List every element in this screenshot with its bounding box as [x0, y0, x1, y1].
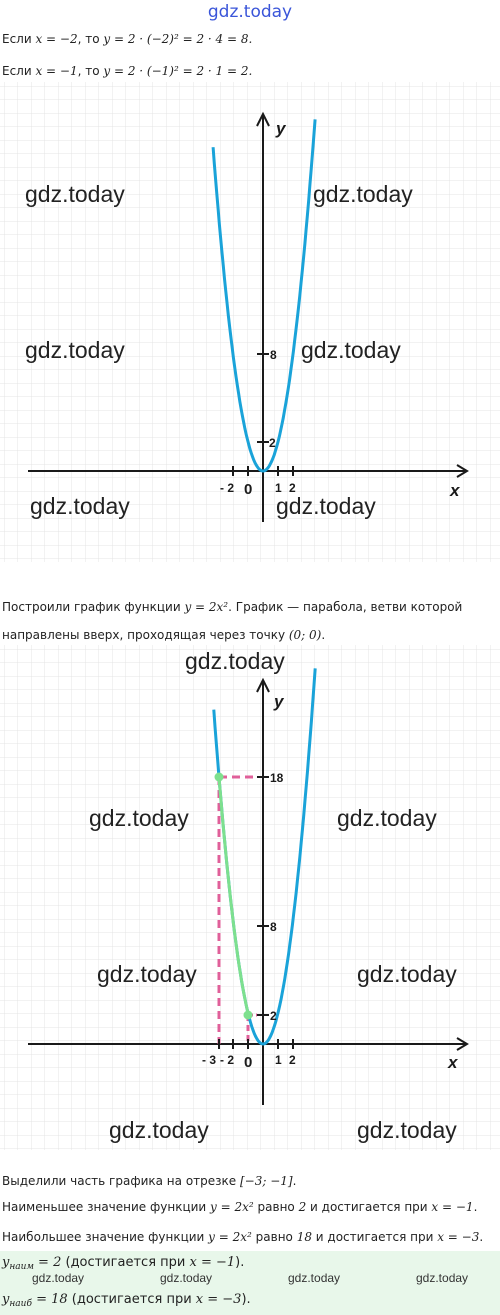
intro-line-2 — [2, 64, 252, 78]
x-axis-label: x — [450, 481, 460, 500]
answer-text: ). — [241, 1292, 251, 1307]
math-x: x = −3 — [195, 1292, 242, 1307]
watermark: gdz.today — [25, 181, 125, 207]
result-text: . — [473, 1200, 478, 1214]
math-point: (0; 0) — [288, 628, 322, 642]
watermark: gdz.today — [30, 493, 130, 519]
result-text: Наибольшее значение функции — [2, 1230, 209, 1244]
answer-text: (достигается при — [67, 1292, 196, 1307]
tick-label-x: - 2 — [220, 481, 235, 495]
math-y: y — [2, 1255, 10, 1270]
watermark: gdz.today — [357, 1117, 457, 1143]
description-text: направлены вверх, проходящая через точку — [2, 628, 289, 642]
site-title[interactable]: gdz.today — [207, 2, 293, 22]
math-x: x = −2 — [35, 32, 78, 46]
result-text: Выделили часть графика на отрезке — [2, 1174, 240, 1188]
watermark: gdz.today — [185, 648, 285, 674]
math-interval: [−3; −1] — [239, 1174, 293, 1188]
watermark: gdz.today — [288, 1271, 341, 1285]
answer-text: ). — [235, 1255, 245, 1270]
description-line-2 — [2, 628, 325, 642]
description-text: Построили график функции — [2, 600, 185, 614]
watermark: gdz.today — [89, 805, 189, 831]
result-line-1 — [2, 1174, 296, 1188]
tick-label-y: 18 — [270, 771, 284, 785]
answer-text: (достигается при — [61, 1255, 190, 1270]
watermark: gdz.today — [357, 961, 457, 987]
result-text: равно — [251, 1230, 297, 1244]
result-line-3 — [2, 1230, 483, 1244]
intro-text: Если — [2, 64, 36, 78]
y-axis-label: y — [276, 119, 286, 138]
point-min — [244, 1011, 253, 1020]
answer-line-2 — [2, 1292, 251, 1309]
math-x: x = −1 — [431, 1200, 474, 1214]
tick-label-y: 8 — [270, 920, 277, 934]
result-line-2 — [2, 1200, 477, 1214]
watermark: gdz.today — [276, 493, 376, 519]
math-value: = 18 — [31, 1292, 68, 1307]
result-text: . — [292, 1174, 297, 1188]
watermark: gdz.today — [416, 1271, 469, 1285]
answer-line-1 — [2, 1255, 244, 1272]
description-text: . — [321, 628, 326, 642]
parabola-graph-2 — [0, 645, 500, 1150]
description-line-1 — [2, 600, 462, 614]
math-y: y = 2 · (−1)² = 2 · 1 = 2. — [103, 64, 253, 78]
intro-text: , то — [77, 64, 104, 78]
math-subscript: наиб — [9, 1299, 32, 1309]
watermark: gdz.today — [32, 1271, 85, 1285]
watermark: gdz.today — [337, 805, 437, 831]
watermark: gdz.today — [109, 1117, 209, 1143]
math-value: 2 — [298, 1200, 307, 1214]
result-text: и достигается при — [306, 1200, 432, 1214]
tick-label-x: 1 — [275, 481, 282, 495]
math-function: y = 2x² — [184, 600, 229, 614]
parabola-graph-1 — [0, 82, 500, 562]
tick-label-x: 2 — [289, 1053, 296, 1067]
watermark: gdz.today — [313, 181, 413, 207]
math-y: y — [2, 1292, 10, 1307]
tick-label-origin: 0 — [244, 481, 253, 498]
intro-text: , то — [77, 32, 104, 46]
watermark: gdz.today — [97, 961, 197, 987]
result-text: Наименьшее значение функции — [2, 1200, 211, 1214]
math-value: = 2 — [33, 1255, 62, 1270]
description-text: . График — парабола, ветви которой — [228, 600, 463, 614]
watermark: gdz.today — [160, 1271, 213, 1285]
tick-label-x: 1 — [275, 1053, 282, 1067]
x-axis-label: x — [448, 1053, 458, 1072]
math-value: 18 — [296, 1230, 312, 1244]
tick-label-origin: 0 — [244, 1054, 253, 1071]
tick-label-y: 2 — [270, 1009, 277, 1023]
intro-text: Если — [2, 32, 36, 46]
tick-label-x: 2 — [289, 481, 296, 495]
y-axis-label: y — [274, 692, 284, 711]
math-function: y = 2x² — [208, 1230, 252, 1244]
math-x: x = −3 — [437, 1230, 480, 1244]
tick-label-x: - 2 — [220, 1053, 235, 1067]
math-x: x = −1 — [35, 64, 78, 78]
watermark: gdz.today — [301, 337, 401, 363]
tick-label-x: - 3 — [202, 1053, 217, 1067]
result-text: равно — [253, 1200, 299, 1214]
intro-line-1 — [2, 32, 252, 46]
math-subscript: наим — [9, 1262, 34, 1272]
math-y: y = 2 · (−2)² = 2 · 4 = 8. — [103, 32, 253, 46]
result-text: . — [479, 1230, 484, 1244]
tick-label-y: 8 — [270, 348, 277, 362]
watermark: gdz.today — [25, 337, 125, 363]
tick-label-y: 2 — [269, 436, 276, 450]
result-text: и достигается при — [311, 1230, 438, 1244]
math-function: y = 2x² — [210, 1200, 254, 1214]
point-max — [215, 773, 224, 782]
math-x: x = −1 — [189, 1255, 236, 1270]
